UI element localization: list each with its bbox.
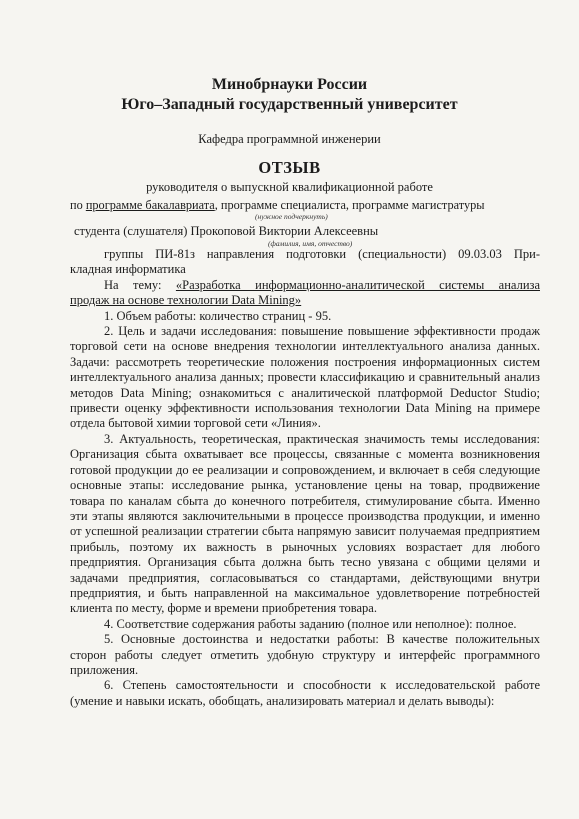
program-line xyxy=(70,198,540,213)
name-note: (фамилия, имя, отчество) xyxy=(268,239,353,248)
underline-note: (нужное подчеркнуть) xyxy=(255,212,328,221)
department-line: Кафедра программной инженерии xyxy=(198,132,381,146)
topic-line-cont xyxy=(70,293,540,308)
program-prefix: по xyxy=(70,198,83,212)
group-line-cont: кладная информатика xyxy=(70,262,186,277)
ministry-heading: Минобрнауки России xyxy=(211,76,368,93)
topic-prefix: На тему: xyxy=(104,277,176,292)
topic-title-cont: продаж на основе технологии Data Mining» xyxy=(70,293,302,308)
document-subtitle: руководителя о выпускной квалификационной работе xyxy=(146,180,433,194)
topic-title: «Разработка информационно-аналитической системы анализа xyxy=(175,277,540,292)
document-title: ОТЗЫВ xyxy=(258,158,321,177)
topic-line xyxy=(70,278,540,293)
program-selected: программе бакалавриата xyxy=(85,198,215,212)
program-rest: , программе специалиста, программе магистратуры xyxy=(214,198,485,212)
student-line: студента (слушателя) Прокоповой Виктории Алексеевны xyxy=(74,224,379,238)
item-goals: 2. Цель и задачи исследования: повышение повышение эффективности продаж торговой сети на основе внедрения технологии интеллектуального анализа данных. Задачи: рассмотреть теоретические положения построения информационных систем интеллектуального анализа данных; провести классификацию и сравнительный анализ методов Data Mining; ознакомиться с аналитической платформой Deductor Studio; привести оценку эффективности использования технологии Data Mining на примере отдела бытовой химии торговой сети «Линия». xyxy=(70,324,540,431)
item-volume: 1. Объем работы: количество страниц - 95. xyxy=(104,308,332,323)
group-line: группы ПИ-81з направления подготовки (специальности) 09.03.03 При- xyxy=(104,247,540,261)
review-body xyxy=(70,247,540,709)
item-relevance: 3. Актуальность, теоретическая, практическая значимость темы исследования: Организация сбыта охватывает все процессы, связанные с момента возникновения готовой продукции до ее реализации и сопровождением, и включает в себя следующие основные этапы: исследование рынка, установление цены на товар, продвижение товара по каналам сбыта до конечного потребителя, стимулирование сбыта. Именно эти этапы являются заключительными в процессе производства продукции, и именно от успешной реализации стратегии сбыта напрямую зависит получаемая предприятием прибыль, поэтому их важность в рыночных условиях возрастает для любого предприятия. Организация сбыта должна быть тесно увязана с общими целями и задачами предприятия, согласовываться со стандартами, действующими внутри предприятия, и быть направленной на максимальное удовлетворение потребностей клиента по месту, форме и времени приобретения товара. xyxy=(70,431,540,616)
item-independence: 6. Степень самостоятельности и способности к исследовательской работе (умение и навыки искать, обобщать, анализировать материал и делать выводы): xyxy=(70,678,540,708)
item-merits: 5. Основные достоинства и недостатки работы: В качестве положительных сторон работы следует отметить удобную структуру и интерфейс программного приложения. xyxy=(70,632,540,677)
university-heading: Юго–Западный государственный университет xyxy=(121,96,458,113)
item-compliance: 4. Соответствие содержания работы заданию (полное или неполное): полное. xyxy=(104,616,517,631)
